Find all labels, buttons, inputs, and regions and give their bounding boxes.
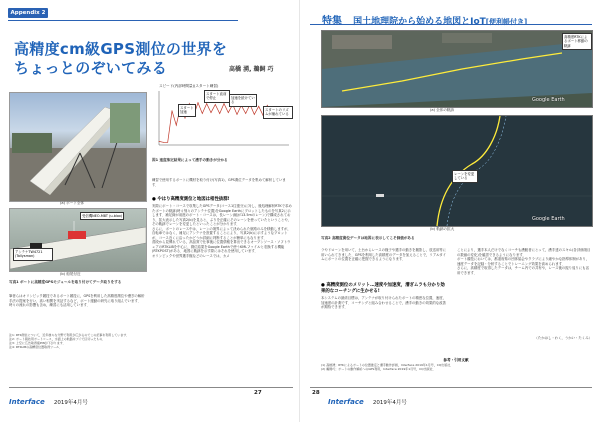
antenna-label: アンテナTW4721 (Tallysman) [13,248,53,261]
feature-header [322,9,527,28]
boat-full-photo [9,92,147,202]
boat-illustration [10,93,146,201]
photo1-caption: 写真1 ボートに高精度GPSモジュールを取り付けてデータ取りをする [9,280,122,284]
chart-annot-accel: スタート加速 [178,104,196,117]
speed-data-point [202,113,203,114]
map-overview-illustration [322,31,592,107]
author-names: 高橋 湧, 鵜飼 巧 [229,66,274,73]
speed-data-point [159,141,160,142]
speed-data-point [172,110,173,111]
feature-title: 国土地理院から始める地図とIoT [353,17,486,27]
speed-data-point [228,112,229,113]
speed-data-point [219,113,220,114]
footer-rule-right [310,387,592,388]
speed-data-point [163,142,164,143]
footer-left [9,389,88,408]
right-col1-body: ラやドローンを用いて，土台からレースの様子や選手の動きを撮影し，放送用等に用いられてきました．GPSを利用した高精度のデータを加えることで，リアルタイムにボートの位置を正確に把握できるようになります． [321,248,447,261]
chart-annot-continue: 加速を続けている [229,94,257,107]
right-col1-body2: 本システムの最終目標は，アンテナが取り付けられたボートの精密な位置，速度，加速度の計測です．コーチングと組み合わせることで，漕手の動きの効果的な改善が期待できます． [321,296,446,309]
map-a-caption: (a) 全体の軌跡 [430,108,455,112]
title-line-1: 高精度cm級GPS測位の世界を [14,40,228,58]
chart-annot-rhythm: スタートのリズムが崩れている [263,106,293,119]
right-page [300,0,600,422]
footer-right [328,389,407,408]
speed-chart [151,84,293,156]
feature-tag: 特集 [322,16,342,27]
speed-data-point [237,114,238,115]
boat-stern-photo [9,208,147,272]
section1-heading: ● やはり高精度測位と地図は相性抜群! [152,197,230,202]
feature-suffix: [便利帳付き] [485,18,528,26]
speed-data-point [245,113,246,114]
references-heading: 参考・引用文献 [443,358,469,362]
footer-rule [9,387,293,388]
map-b-callout: レーンを変更している [452,170,478,183]
section2-heading: ● 高精度測位のメリット…速度や加速度，漕ぎムラも分かり効果的なコーチングに生かせる! [321,283,445,294]
title-line-2: ちょっとのぞいてみる [14,59,168,77]
issue-label-right: 2019年4月号 [372,400,407,406]
header-rule [8,20,238,21]
footnote-3: 注3: 上空に広告取得後PINが下がります． [9,341,66,345]
map-zoom [321,115,593,227]
reference-1: (1) 高橋湧；RTKによるボートの位置推定と漕手動作評価，Interface 2019年1月号，CQ出版社． [321,363,454,367]
speed-data-point [198,102,199,103]
map-b-caption: (b) 軌跡の拡大 [430,227,455,231]
right-header-rule [310,24,592,25]
page-number-left: 27 [254,390,262,396]
google-earth-label-a: Google Earth [532,97,565,103]
speed-data-point [224,103,225,104]
left-column-body: 筆者らはオリンピック競技であるボート競技に，GPSを利用した高精度測位や漕ぎの解析手法の提案を行い，高い相関を実証するなど，ボート運動の研究に取り組んでいます．時々の流れの影響も含め，練習にも活用しています． [9,294,145,307]
magazine-logo-right: Interface [328,398,364,406]
stern-illustration [10,209,146,271]
speed-data-point [185,118,186,119]
right-col2-body: ことにより，選手本人だけでなくコーチも漕艇者にとって，漕手達のスキル(各評価項目の数値の変化)を確認できるようになります． ボート競技においては，都道府県の団体協会やクラブにより細やかな指導体制があり，速度データを記録・分析することでトレーニング効果を高められます． さらに，高精度で取得したデータは，チーム内での共有や，レース後の振り返りにも活用できます． [457,248,591,275]
photo2-caption: 写真2 高精度測位データは地図に表示してこそ価値がある [321,236,415,240]
footnote-4: 注4: RTKLIBの高精度位置取得ツール． [9,345,62,349]
reference-2: (2) 鵜飼巧；ボートの動作解析へのGPS利用，Interface 2019年1月号，CQ出版社． [321,367,436,371]
author-signature: （たかはし・わく，うかい・たくみ） [534,336,592,340]
figure1-caption: 図1 速度推定結果によって漕手の動きが分かる [152,158,228,162]
article-title [14,40,234,78]
chart-annot-stop: スタート直前で停止 [204,90,230,103]
speed-data-point [167,142,168,143]
map-a-callout: 高精度RTKによるボート移動の軌跡 [562,33,592,50]
speed-data-point [211,112,212,113]
photo-a-caption: (a) ボート全体 [60,201,85,205]
issue-label: 2019年4月号 [53,400,88,406]
map-overview [321,30,593,108]
receiver-label: 受信機NEO-M8T (u-blox) [80,212,124,220]
magazine-logo: Interface [9,398,45,406]
speed-data-point [254,114,255,115]
footnote-2: 注2: ボート競技用ボートコース，水面上の航路をブイで区切ったもの． [9,337,106,341]
references [321,358,591,371]
speed-data-point [206,103,207,104]
photo-b-caption: (b) 船尾付近 [60,272,81,276]
chart-title: スピード(内部時間量)(スタート練習) [159,84,219,88]
speed-data-point [215,104,216,105]
appendix-badge: Appendix 2 [8,8,48,18]
footnote-1: 注1: RTK測位について，近年様々な分野で利用が広がるのでこの記事を利用しています． [9,333,130,337]
google-earth-label-b: Google Earth [532,216,565,222]
body-top: 練習で使用するボートに機材を取り付け(写真1)，GPS測位データを集めて解析しています． [152,178,286,187]
section1-body: 実際にボート・コースで収集したGPSデータ(コース1往復分)に対し，後処理解析RTKで求めたボートの軌跡(時々刻々のアンテナ位置)をGoogle Earthにプロットしたものを写真2に示します．補足線が前進のボート・コースは，長レーン(幅が13.5mのレーン)で構成されており，拡大表示した写真2(b)を見ると，ぶりを正確にそのレーンを使っていたということや，その軌跡でレーンを変更したといったことが分かります． さらに，ボートのレース中は，レーンの境界によって決められた航路のみを移動しますが，自転車ではなく，補足にアンテナを設置することにより，写真2(b)に示すようなプロットが，コース近くに沿ったかどうか詳細に判断することが簡単にもなります． 普段から見慣れている，高品質で仕事後に位置情報を算出できるオープンソース・ソフトウェアのRTKLIBを中心に，測位結果をGoogle Earthで使うKMLファイルと変換する機能(RTKPOST)がある．地図に軌跡を示す際にはそれを使用しています． オリンピックや世界選手権などのレースでは，カメ [152,204,292,258]
page-number-right: 28 [312,390,320,396]
footnotes [9,333,293,349]
speed-data-point [176,125,177,126]
speed-data-point [258,106,259,107]
